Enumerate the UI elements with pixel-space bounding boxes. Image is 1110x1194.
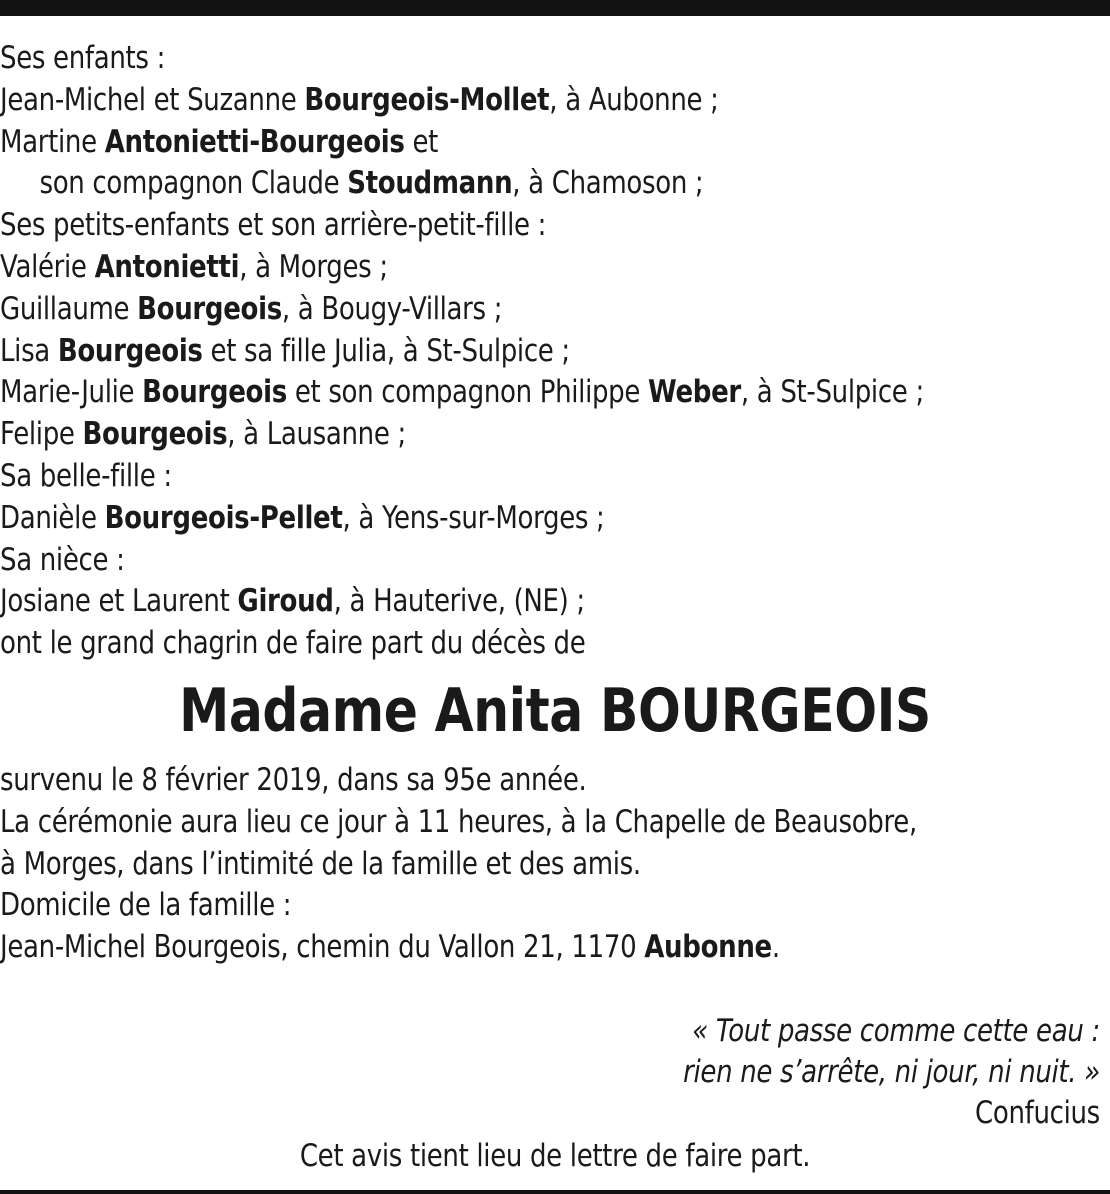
family-line: Jean-Michel et Suzanne Bourgeois-Mollet, à Aubonne ;: [0, 81, 719, 118]
family-line: Guillaume Bourgeois, à Bougy-Villars ;: [0, 290, 503, 327]
family-line: Ses enfants :: [0, 40, 166, 76]
details-line: La cérémonie aura lieu ce jour à 11 heures, à la Chapelle de Beausobre,: [0, 803, 917, 840]
family-line: Josiane et Laurent Giroud, à Hauterive, (NE) ;: [0, 583, 585, 620]
family-line: Ses petits-enfants et son arrière-petit-fille :: [0, 207, 547, 244]
family-line: Marie-Julie Bourgeois et son compagnon Philippe Weber, à St-Sulpice ;: [0, 374, 924, 411]
footer-note: Cet avis tient lieu de lettre de faire part.: [299, 1138, 811, 1174]
ceremony-details: [0, 760, 1110, 969]
family-line: Danièle Bourgeois-Pellet, à Yens-sur-Morges ;: [0, 499, 605, 536]
family-surname: Bourgeois: [82, 416, 228, 453]
quote-line: « Tout passe comme cette eau :: [692, 1013, 1100, 1049]
quote-line: rien ne s’arrête, ni jour, ni nuit. »: [683, 1054, 1100, 1090]
family-surname: Giroud: [237, 583, 334, 620]
city-name: Aubonne: [644, 929, 772, 966]
family-line: Lisa Bourgeois et sa fille Julia, à St-Sulpice ;: [0, 332, 570, 369]
family-surname: Antonietti-Bourgeois: [104, 123, 405, 160]
quote-block: [0, 1011, 1110, 1134]
details-line: Domicile de la famille :: [0, 887, 292, 924]
family-surname: Antonietti: [94, 248, 240, 285]
top-rule: [0, 0, 1110, 16]
family-surname: Stoudmann: [347, 165, 513, 202]
family-surname: Bourgeois: [137, 290, 282, 327]
details-line: à Morges, dans l’intimité de la famille et des amis.: [0, 845, 641, 882]
quote-author: Confucius: [975, 1095, 1100, 1131]
family-surname: Weber: [647, 374, 741, 411]
family-line: Martine Antonietti-Bourgeois et: [0, 123, 439, 160]
family-line: Valérie Antonietti, à Morges ;: [0, 248, 388, 285]
family-surname: Bourgeois-Pellet: [104, 499, 343, 536]
family-surname: Bourgeois-Mollet: [304, 81, 550, 118]
details-line: Jean-Michel Bourgeois, chemin du Vallon 21, 1170 Aubonne.: [0, 929, 780, 966]
family-line: ont le grand chagrin de faire part du décès de: [0, 625, 586, 662]
family-surname: Bourgeois: [57, 332, 203, 369]
family-list: [0, 38, 1110, 665]
family-line: son compagnon Claude Stoudmann, à Chamoson ;: [39, 165, 704, 202]
deceased-name: Madame Anita BOURGEOIS: [179, 676, 931, 746]
family-surname: Bourgeois: [142, 374, 287, 411]
family-line: Felipe Bourgeois, à Lausanne ;: [0, 416, 406, 453]
bottom-rule: [0, 1190, 1110, 1194]
family-line: Sa nièce :: [0, 541, 125, 578]
family-line: Sa belle-fille :: [0, 457, 172, 494]
details-line: survenu le 8 février 2019, dans sa 95e année.: [0, 762, 587, 798]
